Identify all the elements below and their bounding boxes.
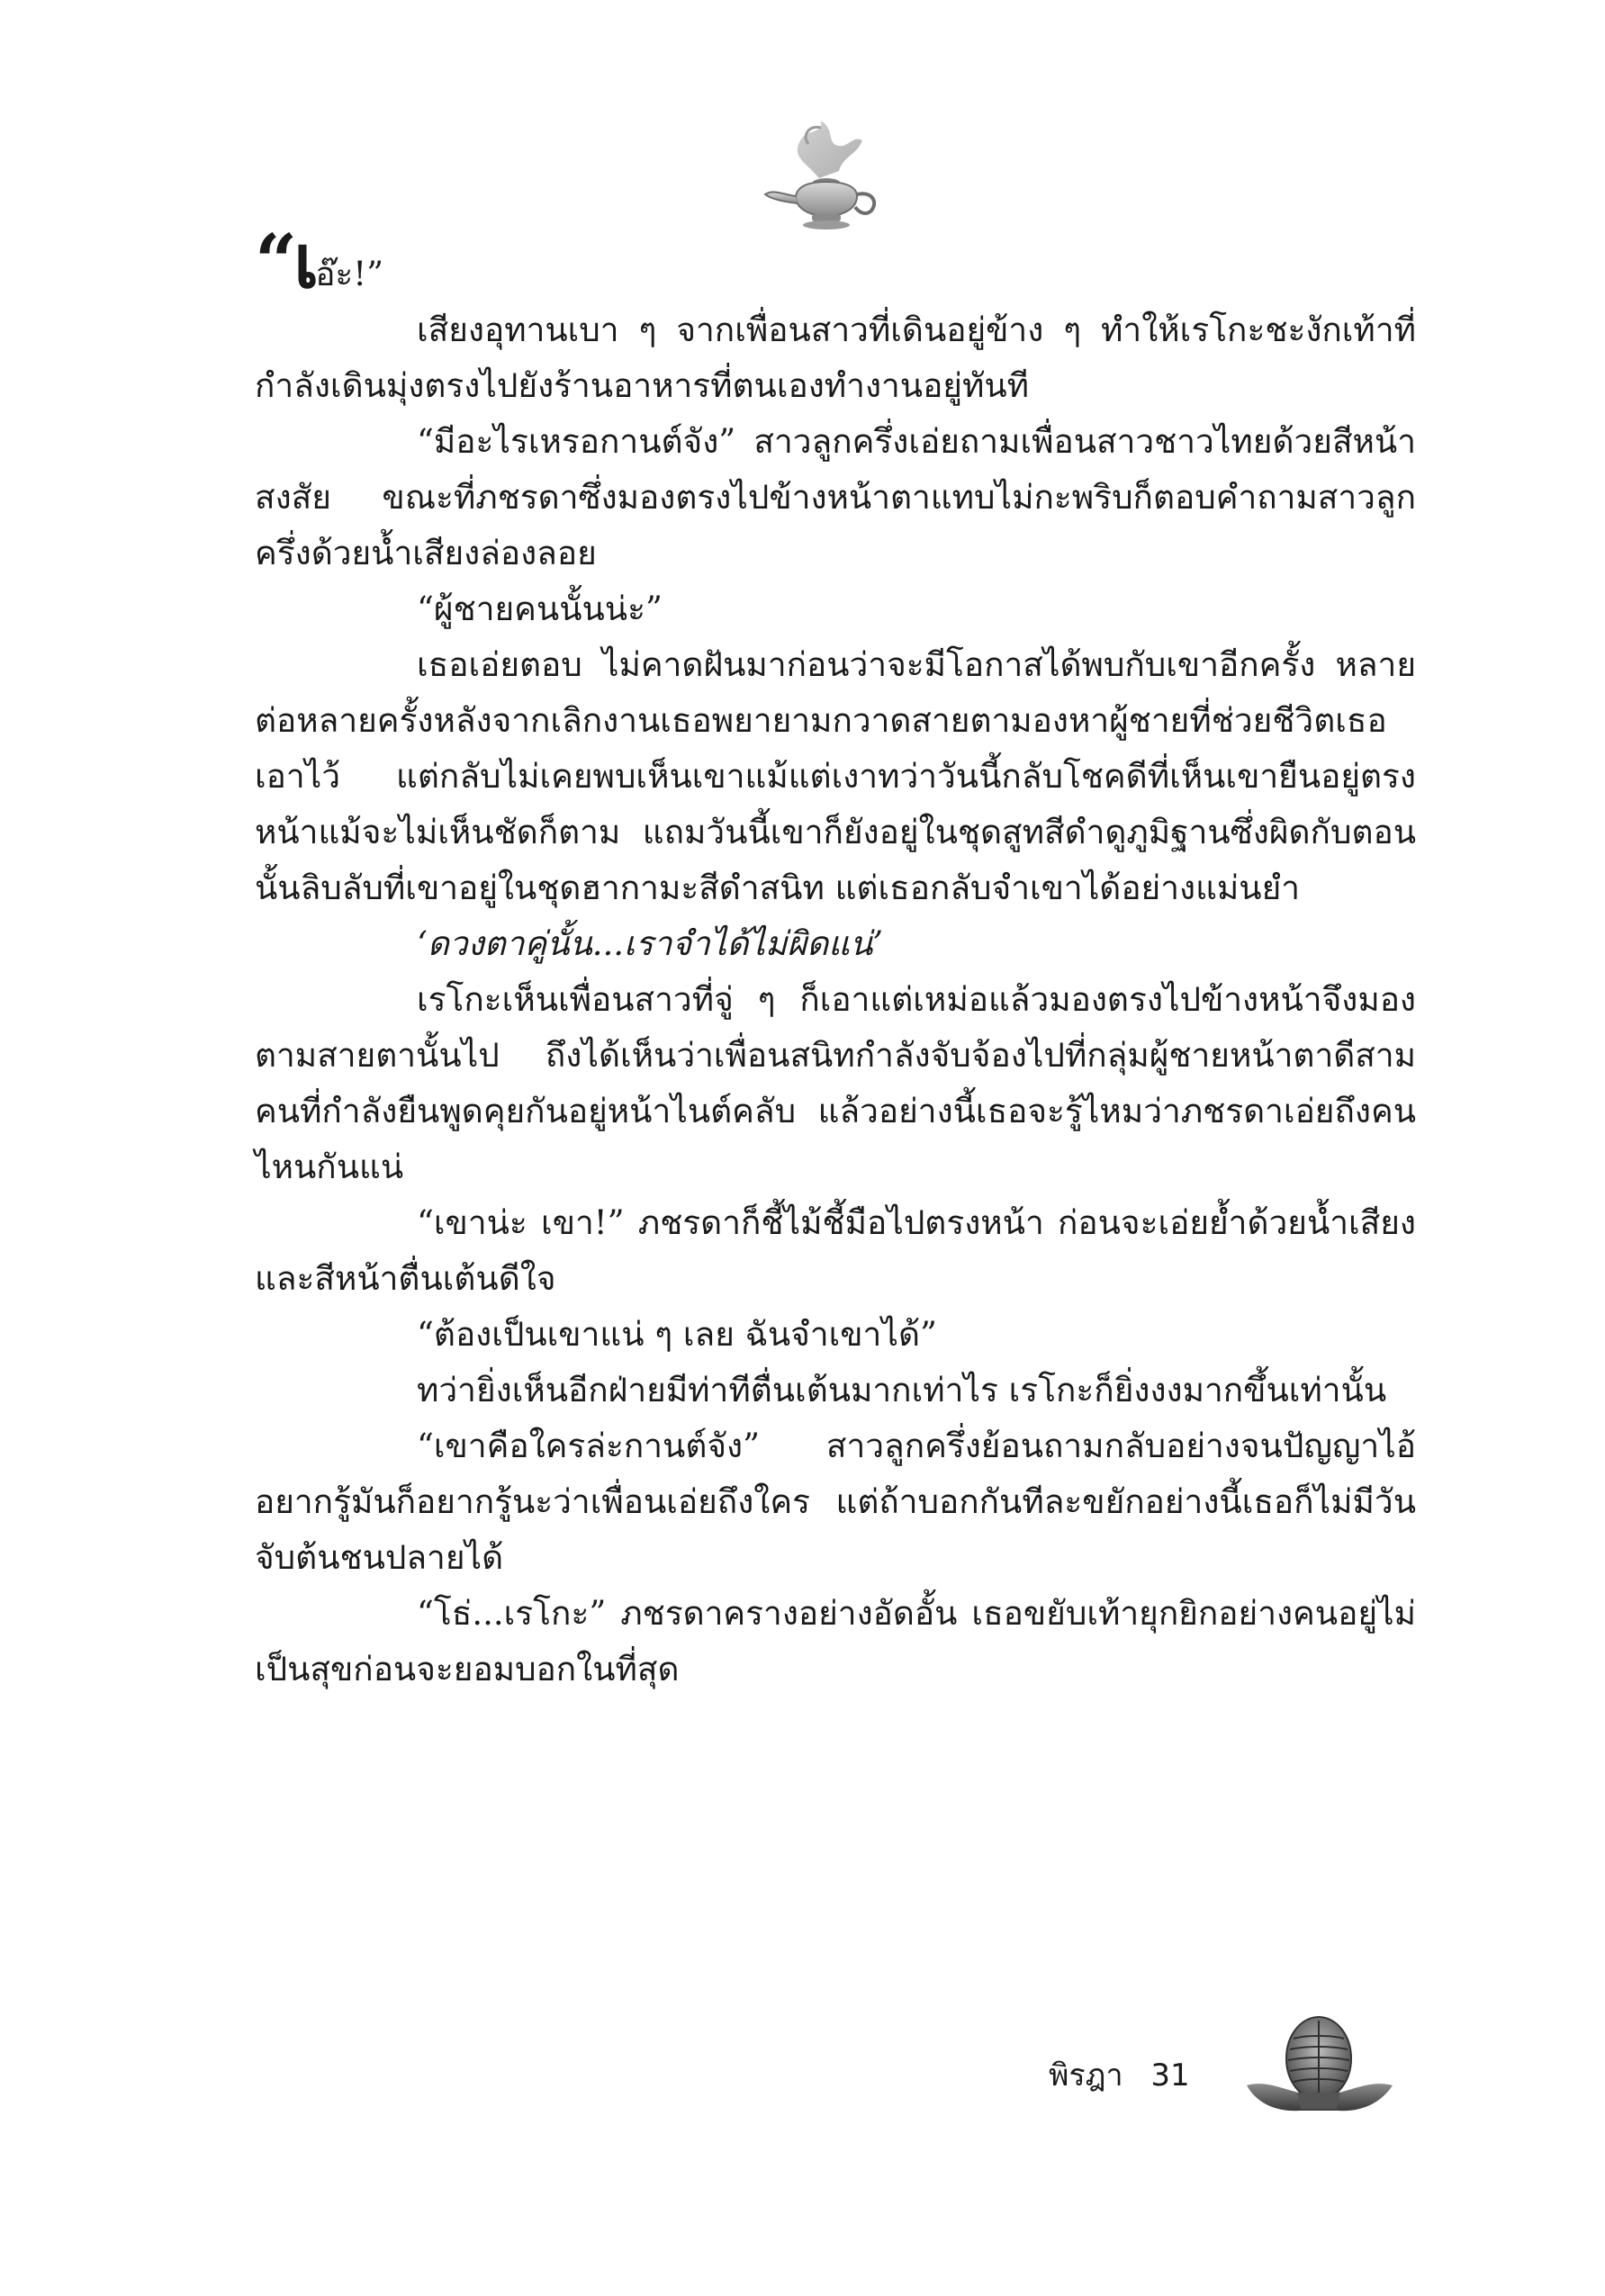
paragraph: ทว่ายิ่งเห็นอีกฝ่ายมีท่าทีตื่นเต้นมากเท่าไร เรโกะก็ยิ่งงงมากขึ้นเท่านั้น bbox=[417, 1371, 1387, 1409]
opening-paragraph bbox=[255, 219, 1416, 305]
paragraph: เธอเอ่ยตอบ ไม่คาดฝันมาก่อนว่าจะมีโอกาสได้พบกับเขาอีกครั้ง หลายต่อหลายครั้งหลังจากเลิกงานเธอพยายามกวาดสายตามองหาผู้ชายที่ช่วยชีวิตเธอเอาไว้ แต่กลับไม่เคยพบเห็นเขาแม้แต่เงาทว่าวันนี้กลับโชคดีที่เห็นเขายืนอยู่ตรงหน้าแม้จะไม่เห็นชัดก็ตาม แถมวันนี้เขาก็ยังอยู่ในชุดสูทสีดำดูภูมิฐานซึ่งผิดกับตอนนั้นลิบลับที่เขาอยู่ในชุดฮากามะสีดำสนิท แต่เธอกลับจำเขาได้อย่างแม่นยำ bbox=[255, 645, 1416, 907]
kendo-mask-icon bbox=[1229, 2003, 1409, 2138]
paragraph: “โธ่...เรโกะ” ภชรดาครางอย่างอัดอั้น เธอขยับเท้ายุกยิกอย่างคนอยู่ไม่เป็นสุขก่อนจะยอมบอกในที่สุด bbox=[255, 1594, 1416, 1688]
body-text bbox=[255, 219, 1416, 1697]
opening-text: อ๊ะ!” bbox=[315, 255, 384, 293]
page-number: 31 bbox=[1150, 2057, 1190, 2093]
paragraph: “มีอะไรเหรอกานต์จัง” สาวลูกครึ่งเอ่ยถามเพื่อนสาวชาวไทยด้วยสีหน้าสงสัย ขณะที่ภชรดาซึ่งมองตรงไปข้างหน้าตาแทบไม่กะพริบก็ตอบคำถามสาวลูกครึ่งด้วยน้ำเสียงล่องลอย bbox=[255, 422, 1416, 572]
drop-cap: “เ bbox=[255, 219, 316, 305]
paragraph: “ผู้ชายคนนั้นน่ะ” bbox=[417, 590, 663, 628]
paragraph: “เขาน่ะ เขา!” ภชรดาก็ชี้ไม้ชี้มือไปตรงหน้า ก่อนจะเอ่ยย้ำด้วยน้ำเสียงและสีหน้าตื่นเต้นดีใจ bbox=[255, 1203, 1416, 1298]
paragraph: เรโกะเห็นเพื่อนสาวที่จู่ ๆ ก็เอาแต่เหม่อแล้วมองตรงไปข้างหน้าจึงมองตามสายตานั้นไป ถึงได้เห็นว่าเพื่อนสนิทกำลังจับจ้องไปที่กลุ่มผู้ชายหน้าตาดีสามคนที่กำลังยืนพูดคุยกันอยู่หน้าไนต์คลับ แล้วอย่างนี้เธอจะรู้ไหมว่าภชรดาเอ่ยถึงคนไหนกันแน่ bbox=[255, 980, 1416, 1186]
paragraph: “ต้องเป็นเขาแน่ ๆ เลย ฉันจำเขาได้” bbox=[417, 1315, 937, 1354]
paragraph: เสียงอุทานเบา ๆ จากเพื่อนสาวที่เดินอยู่ข้าง ๆ ทำให้เรโกะชะงักเท้าที่กำลังเดินมุ่งตรงไปยังร้านอาหารที่ตนเองทำงานอยู่ทันที bbox=[255, 311, 1416, 405]
page-footer bbox=[1049, 2057, 1190, 2093]
footer-author: พิรฎา bbox=[1049, 2057, 1123, 2093]
paragraph: “เขาคือใครล่ะกานต์จัง” สาวลูกครึ่งย้อนถามกลับอย่างจนปัญญาไอ้อยากรู้มันก็อยากรู้นะว่าเพื่อนเอ่ยถึงใคร แต่ถ้าบอกกันทีละขยักอย่างนี้เธอก็ไม่มีวันจับต้นชนปลายได้ bbox=[255, 1427, 1416, 1577]
thought-paragraph: ‘ดวงตาคู่นั้น...เราจำได้ไม่ผิดแน่’ bbox=[417, 924, 884, 963]
